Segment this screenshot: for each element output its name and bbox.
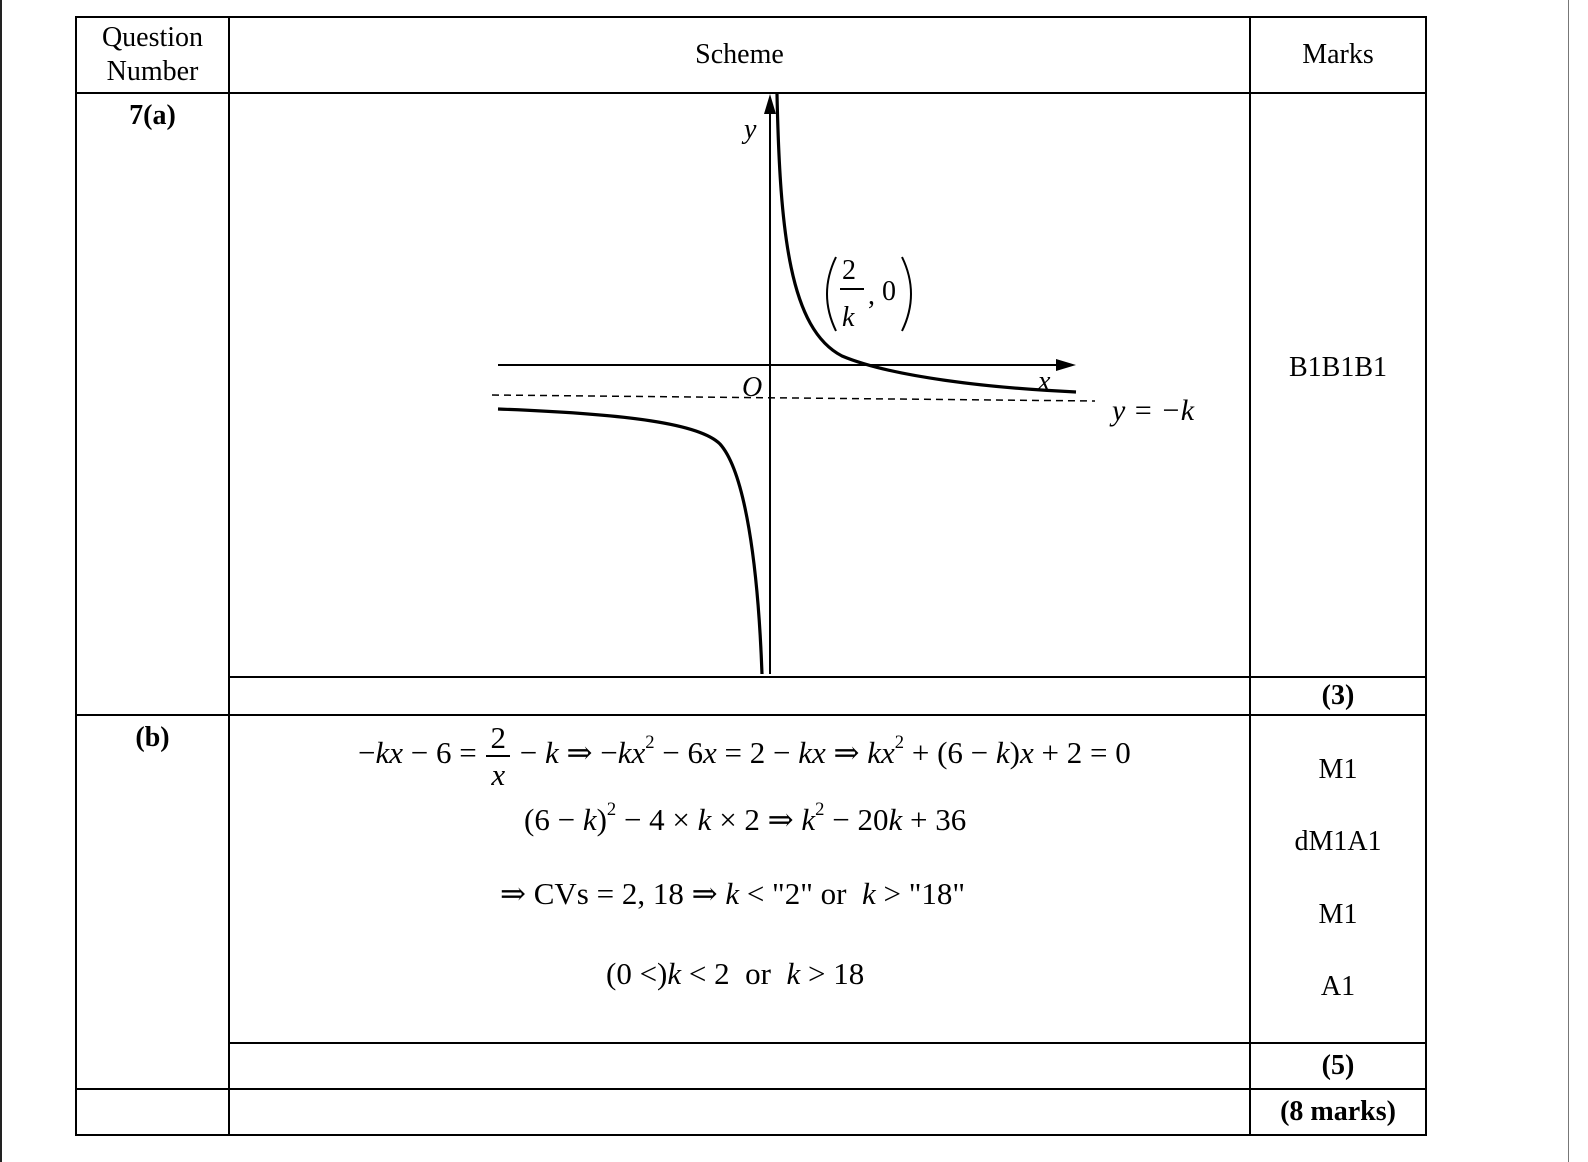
scheme-header (229, 17, 1250, 93)
x-axis-arrow-icon (1056, 359, 1076, 371)
mark-m1: M1 (1318, 899, 1358, 930)
mark-scheme-table (75, 16, 1427, 1136)
part-b-marks-cell (1250, 715, 1426, 1043)
right-paren-icon (902, 257, 911, 331)
part-b-total-scheme-cell (229, 1043, 1250, 1089)
part-b-row (76, 715, 1426, 1043)
page-edge (0, 0, 2, 1162)
part-b-total: (5) (1321, 1050, 1355, 1081)
part-a-total-row (76, 677, 1426, 715)
part-b-working-cell (229, 715, 1250, 1043)
working-line-1: −kx − 6 = $\frac{2}{x}$ − k ⇒ $-kx^2 - 6x = 2$ − kx ⇒ $kx^2 + (6 - k)x + 2 = 0$ (358, 720, 1131, 792)
x-intercept-denominator: k (842, 302, 855, 333)
left-paren-icon (827, 257, 836, 331)
question-number-header-text: Question Number (101, 22, 204, 87)
grand-total-label-cell (76, 1089, 229, 1135)
y-axis-label: y (744, 114, 757, 145)
question-label-b (76, 715, 229, 1089)
part-b-total-cell (1250, 1043, 1426, 1089)
origin-label: O (742, 372, 763, 403)
x-intercept-label (827, 255, 911, 333)
marks-header-text: Marks (1302, 39, 1374, 70)
x-intercept-y: 0 (882, 276, 896, 307)
mark-a1: A1 (1320, 971, 1356, 1002)
part-a-marks-cell (1250, 93, 1426, 677)
part-b-total-row (76, 1043, 1426, 1089)
question-label-7a (76, 93, 229, 715)
part-a-marks: B1B1B1 (1288, 352, 1388, 383)
mark-dm1a1: dM1A1 (1294, 826, 1382, 857)
grand-total-cell (1250, 1089, 1426, 1135)
grand-total: (8 marks) (1280, 1096, 1396, 1127)
curve-right-branch (777, 94, 1076, 392)
grand-total-scheme-cell (229, 1089, 1250, 1135)
part-a-total: (3) (1321, 680, 1355, 711)
marks-header (1250, 17, 1426, 93)
page-edge (1568, 0, 1569, 1162)
y-axis-arrow-icon (764, 94, 776, 114)
x-axis-label: x (1038, 366, 1051, 397)
question-number-header (76, 17, 229, 93)
working-line-2: $(6 - k)^2 - 4 \times k \times 2$ ⇒ $k^2 - 20k + 36$ (524, 799, 967, 837)
part-a-total-cell (1250, 677, 1426, 715)
working-line-3: ⇒ CVs = 2, 18 ⇒ k < "2" or k > "18" (500, 876, 966, 911)
x-intercept-numerator: 2 (842, 255, 856, 286)
header-row (76, 17, 1426, 93)
comma: , (868, 280, 875, 311)
asymptote-line (492, 395, 1095, 401)
asymptote-label: y = −k (1112, 394, 1195, 427)
curve-left-branch (498, 409, 762, 674)
question-label-text: (b) (135, 722, 170, 753)
sketch-graph (230, 94, 1251, 676)
scheme-header-text: Scheme (695, 39, 784, 70)
part-a-total-scheme-cell (229, 677, 1250, 715)
part-a-row (76, 93, 1426, 677)
working-line-4: (0 <)k < 2 or k > 18 (606, 956, 865, 991)
part-a-graph-cell (229, 93, 1250, 677)
grand-total-row (76, 1089, 1426, 1135)
question-label-text: 7(a) (129, 100, 176, 131)
mark-m1: M1 (1318, 754, 1358, 785)
